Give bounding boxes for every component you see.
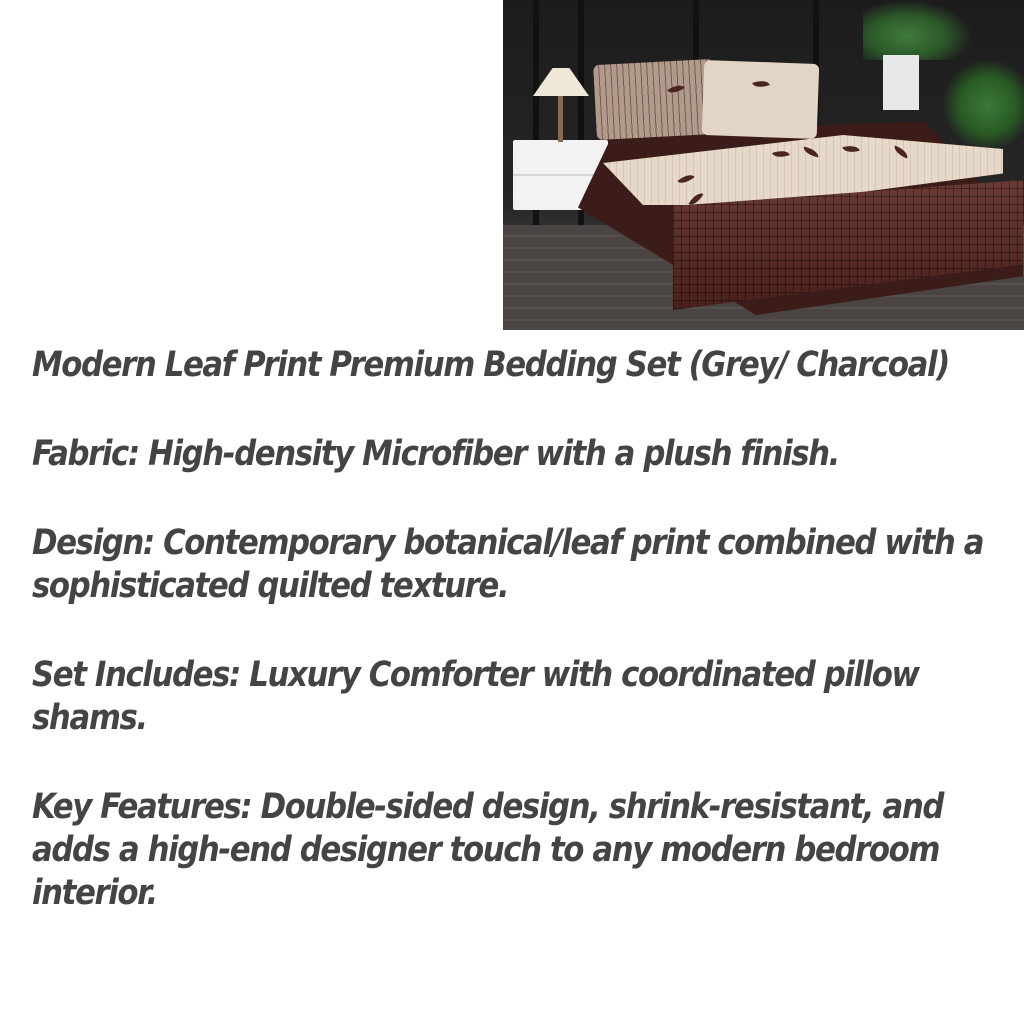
plant-icon [943,60,1024,150]
lamp-stem [558,96,563,142]
design-spec: Design: Contemporary botanical/leaf print combined with a sophisticated quilted texture. [32,523,984,606]
pillow-sham [593,59,717,140]
plant-pot [883,55,919,110]
fabric-spec: Fabric: High-density Microfiber with a plush finish. [32,434,839,474]
pillow-sham [702,60,820,139]
product-title: Modern Leaf Print Premium Bedding Set (Grey/ Charcoal) [32,345,949,385]
set-includes-spec: Set Includes: Luxury Comforter with coordinated pillow shams. [32,655,919,738]
key-features-spec: Key Features: Double-sided design, shrink-resistant, and adds a high-end designer touch to any modern bedroom interior. [32,787,944,913]
product-description [32,344,984,961]
plant-icon [863,0,973,60]
product-image [503,0,1024,330]
